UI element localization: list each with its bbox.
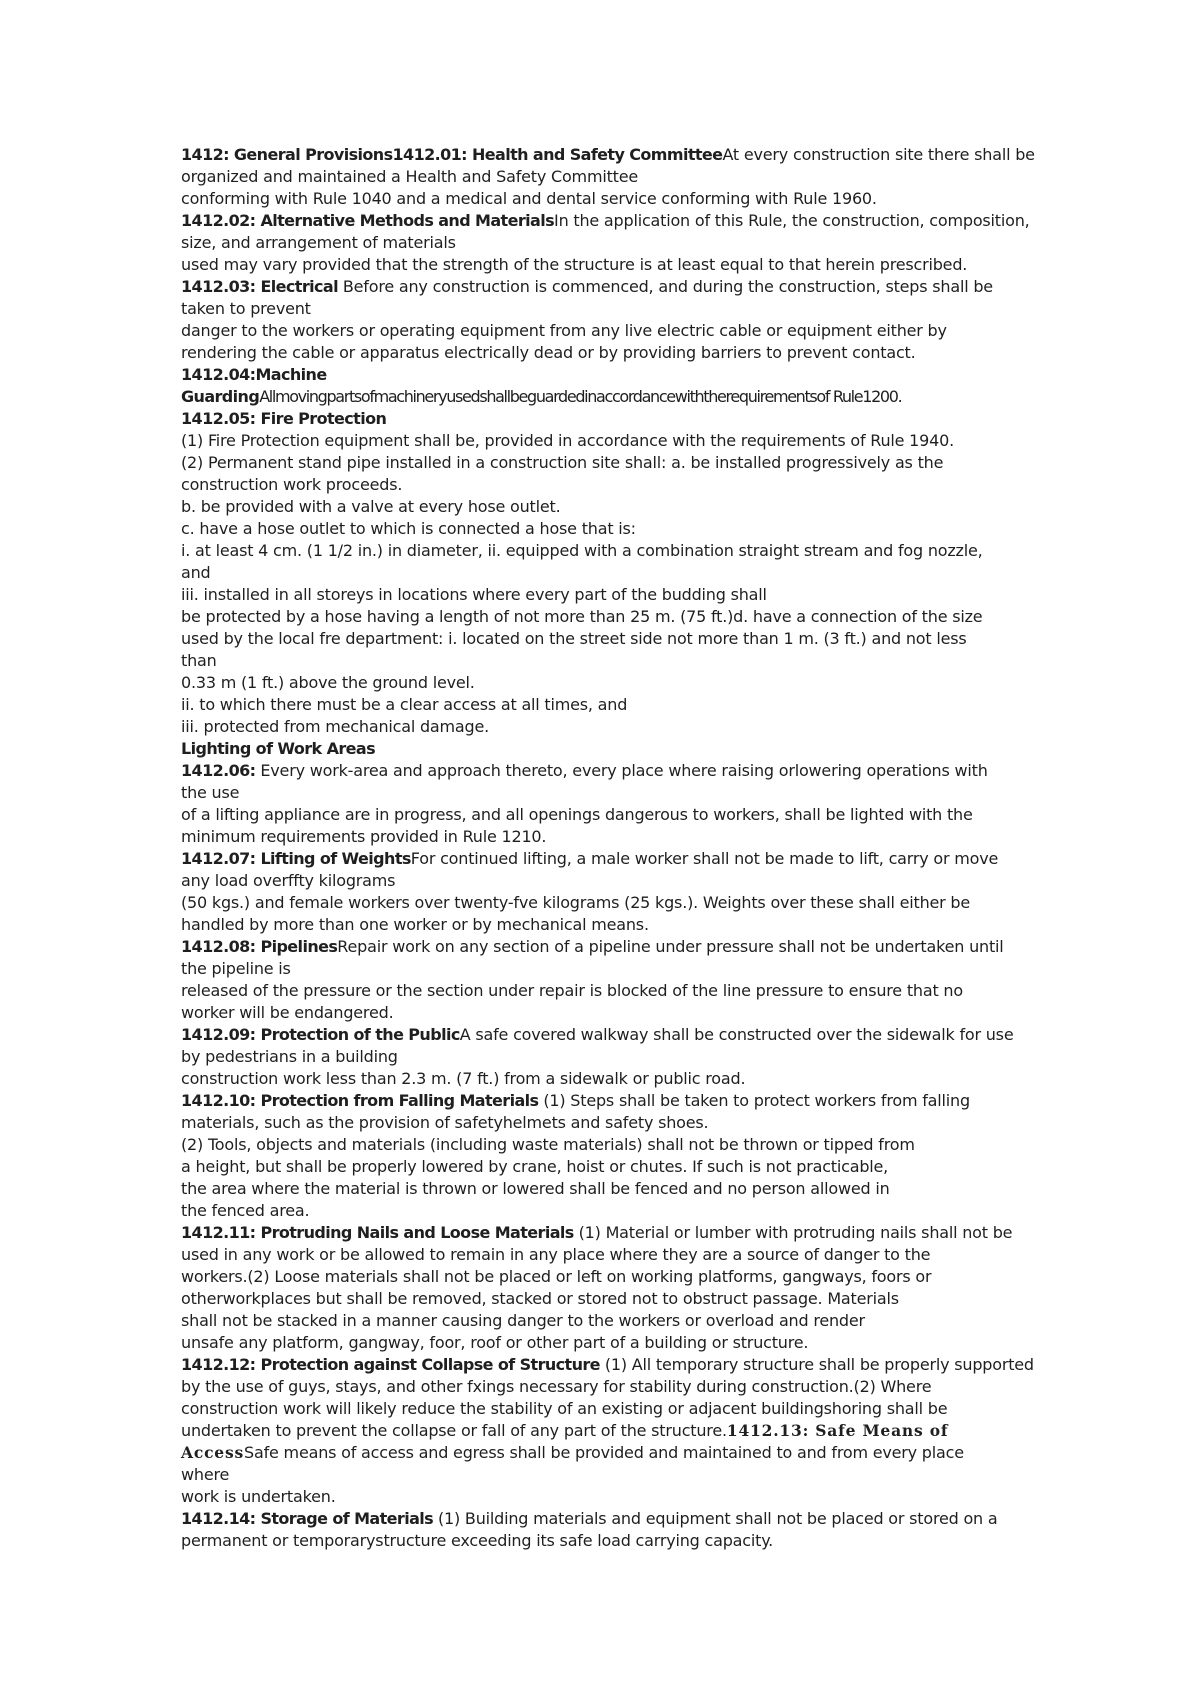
text-line: [181, 1068, 1031, 1090]
body-text: handled by more than one worker or by mechanical means.: [181, 915, 649, 934]
text-line: [181, 1420, 1031, 1442]
text-line: [181, 760, 1031, 782]
text-line: [181, 1244, 1031, 1266]
body-text: i. at least 4 cm. (1 1/2 in.) in diameter, ii. equipped with a combination straight stream and fog nozzle,: [181, 541, 983, 560]
text-line: [181, 1024, 1031, 1046]
text-line: [181, 1442, 1031, 1464]
body-text: the fenced area.: [181, 1201, 310, 1220]
text-line: [181, 870, 1031, 892]
body-text: by pedestrians in a building: [181, 1047, 398, 1066]
body-text: taken to prevent: [181, 299, 311, 318]
text-line: [181, 210, 1031, 232]
text-line: [181, 958, 1031, 980]
body-text: of a lifting appliance are in progress, and all openings dangerous to workers, shall be lighted with the: [181, 805, 973, 824]
body-text: c. have a hose outlet to which is connected a hose that is:: [181, 519, 636, 538]
text-line: [181, 1090, 1031, 1112]
section-heading: 1412.12: Protection against Collapse of Structure: [181, 1355, 600, 1374]
body-text: the use: [181, 783, 240, 802]
text-line: [181, 1112, 1031, 1134]
body-text: For continued lifting, a male worker shall not be made to lift, carry or move: [410, 849, 999, 868]
text-line: [181, 892, 1031, 914]
section-heading: Lighting of Work Areas: [181, 739, 376, 758]
body-text: a height, but shall be properly lowered by crane, hoist or chutes. If such is not practicable,: [181, 1157, 889, 1176]
body-text: any load overffty kilograms: [181, 871, 396, 890]
text-line: [181, 1266, 1031, 1288]
text-line: [181, 1288, 1031, 1310]
body-text: b. be provided with a valve at every hose outlet.: [181, 497, 561, 516]
body-text: danger to the workers or operating equipment from any live electric cable or equipment either by: [181, 321, 947, 340]
body-text: Every work-area and approach thereto, every place where raising orlowering operations with: [255, 761, 988, 780]
text-line: [181, 716, 1031, 738]
body-text: than: [181, 651, 217, 670]
text-line: [181, 144, 1035, 166]
text-line: [181, 1222, 1031, 1244]
section-heading: 1412.02: Alternative Methods and Materials: [181, 211, 555, 230]
text-line: [181, 826, 1031, 848]
body-text: shall not be stacked in a manner causing danger to the workers or overload and render: [181, 1311, 865, 1330]
body-text: the area where the material is thrown or lowered shall be fenced and no person allowed in: [181, 1179, 890, 1198]
body-text: materials, such as the provision of safetyhelmets and safety shoes.: [181, 1113, 709, 1132]
text-line: [181, 914, 1031, 936]
text-line: [181, 1508, 1031, 1530]
section-heading: Access: [181, 1443, 245, 1462]
text-line: [181, 254, 1031, 276]
body-text: undertaken to prevent the collapse or fall of any part of the structure.: [181, 1421, 727, 1440]
body-text: size, and arrangement of materials: [181, 233, 456, 252]
body-text: ii. to which there must be a clear access at all times, and: [181, 695, 628, 714]
section-heading: 1412.09: Protection of the Public: [181, 1025, 460, 1044]
body-text: Allmovingpartsofmachineryusedshallbeguardedinaccordancewiththerequirementsof Rule1200.: [259, 387, 902, 406]
body-text: used may vary provided that the strength of the structure is at least equal to that herein prescribed.: [181, 255, 968, 274]
text-line: [181, 1398, 1031, 1420]
text-line: [181, 848, 1031, 870]
section-heading: 1412.13: Safe Means of: [726, 1421, 949, 1440]
section-heading: 1412.10: Protection from Falling Materials: [181, 1091, 539, 1110]
text-line: [181, 276, 1031, 298]
section-heading: 1412.06:: [181, 761, 256, 780]
body-text: In the application of this Rule, the construction, composition,: [554, 211, 1030, 230]
body-text: worker will be endangered.: [181, 1003, 394, 1022]
body-text: unsafe any platform, gangway, foor, roof or other part of a building or structure.: [181, 1333, 809, 1352]
text-line: [181, 188, 1031, 210]
body-text: Repair work on any section of a pipeline under pressure shall not be undertaken until: [337, 937, 1004, 956]
text-line: [181, 628, 1031, 650]
section-heading: 1412.11: Protruding Nails and Loose Materials: [181, 1223, 574, 1242]
body-text: be protected by a hose having a length of not more than 25 m. (75 ft.)d. have a connection of the size: [181, 607, 983, 626]
text-line: [181, 1376, 1031, 1398]
text-line: [181, 980, 1031, 1002]
section-heading: 1412.04:Machine: [181, 365, 327, 384]
body-text: (1) All temporary structure shall be properly supported: [599, 1355, 1034, 1374]
body-text: A safe covered walkway shall be constructed over the sidewalk for use: [459, 1025, 1014, 1044]
body-text: iii. protected from mechanical damage.: [181, 717, 490, 736]
text-line: [181, 496, 1031, 518]
text-line: [181, 694, 1031, 716]
text-line: [181, 408, 1031, 430]
text-line: [181, 606, 1031, 628]
section-heading: 1412.08: Pipelines: [181, 937, 338, 956]
document-body: [181, 144, 1035, 1552]
body-text: used by the local fre department: i. located on the street side not more than 1 m. (3 ft.) and not less: [181, 629, 967, 648]
text-line: [181, 1530, 1031, 1552]
body-text: construction work will likely reduce the stability of an existing or adjacent buildingshoring shall be: [181, 1399, 948, 1418]
body-text: 0.33 m (1 ft.) above the ground level.: [181, 673, 475, 692]
text-line: [181, 386, 1031, 408]
text-line: [181, 298, 1031, 320]
text-line: [181, 1310, 1031, 1332]
body-text: (1) Material or lumber with protruding nails shall not be: [573, 1223, 1013, 1242]
text-line: [181, 584, 1031, 606]
text-line: [181, 452, 1031, 474]
body-text: Before any construction is commenced, and during the construction, steps shall be: [337, 277, 993, 296]
text-line: [181, 232, 1031, 254]
body-text: iii. installed in all storeys in locations where every part of the budding shall: [181, 585, 767, 604]
body-text: At every construction site there shall be: [722, 145, 1035, 164]
body-text: (1) Fire Protection equipment shall be, provided in accordance with the requirements of Rule 1940.: [181, 431, 954, 450]
text-line: [181, 562, 1031, 584]
body-text: construction work less than 2.3 m. (7 ft.) from a sidewalk or public road.: [181, 1069, 746, 1088]
text-line: [181, 650, 1031, 672]
body-text: (50 kgs.) and female workers over twenty-fve kilograms (25 kgs.). Weights over these shall either be: [181, 893, 971, 912]
body-text: work is undertaken.: [181, 1487, 336, 1506]
text-line: [181, 1002, 1031, 1024]
body-text: and: [181, 563, 211, 582]
text-line: [181, 1156, 1031, 1178]
section-heading: Guarding: [181, 387, 260, 406]
text-line: [181, 540, 1031, 562]
body-text: construction work proceeds.: [181, 475, 403, 494]
text-line: [181, 782, 1031, 804]
text-line: [181, 342, 1031, 364]
text-line: [181, 936, 1031, 958]
text-line: [181, 1046, 1031, 1068]
body-text: where: [181, 1465, 230, 1484]
body-text: conforming with Rule 1040 and a medical and dental service conforming with Rule 1960.: [181, 189, 877, 208]
text-line: [181, 1486, 1031, 1508]
body-text: permanent or temporarystructure exceeding its safe load carrying capacity.: [181, 1531, 774, 1550]
body-text: (2) Permanent stand pipe installed in a construction site shall: a. be installed progressively as the: [181, 453, 944, 472]
text-line: [181, 474, 1031, 496]
body-text: otherworkplaces but shall be removed, stacked or stored not to obstruct passage. Materials: [181, 1289, 899, 1308]
section-heading: 1412.03: Electrical: [181, 277, 338, 296]
body-text: (1) Steps shall be taken to protect workers from falling: [538, 1091, 970, 1110]
text-line: [181, 804, 1031, 826]
body-text: (2) Tools, objects and materials (including waste materials) shall not be thrown or tipped from: [181, 1135, 915, 1154]
section-heading: 1412.05: Fire Protection: [181, 409, 387, 428]
text-line: [181, 1178, 1031, 1200]
text-line: [181, 320, 1031, 342]
body-text: by the use of guys, stays, and other fxings necessary for stability during construction.(2) Where: [181, 1377, 932, 1396]
text-line: [181, 1354, 1034, 1376]
body-text: minimum requirements provided in Rule 1210.: [181, 827, 547, 846]
text-line: [181, 430, 1031, 452]
text-line: [181, 1134, 1031, 1156]
section-heading: 1412.07: Lifting of Weights: [181, 849, 411, 868]
body-text: organized and maintained a Health and Safety Committee: [181, 167, 639, 186]
body-text: used in any work or be allowed to remain in any place where they are a source of danger to the: [181, 1245, 931, 1264]
text-line: [181, 738, 1031, 760]
body-text: the pipeline is: [181, 959, 291, 978]
body-text: (1) Building materials and equipment shall not be placed or stored on a: [433, 1509, 998, 1528]
text-line: [181, 1464, 1031, 1486]
text-line: [181, 1200, 1031, 1222]
text-line: [181, 518, 1031, 540]
text-line: [181, 672, 1031, 694]
body-text: released of the pressure or the section under repair is blocked of the line pressure to ensure that no: [181, 981, 963, 1000]
text-line: [181, 1332, 1031, 1354]
text-line: [181, 364, 1031, 386]
text-line: [181, 166, 1031, 188]
body-text: Safe means of access and egress shall be provided and maintained to and from every place: [244, 1443, 964, 1462]
section-heading: 1412: General Provisions1412.01: Health and Safety Committee: [181, 145, 723, 164]
section-heading: 1412.14: Storage of Materials: [181, 1509, 434, 1528]
body-text: rendering the cable or apparatus electrically dead or by providing barriers to prevent contact.: [181, 343, 916, 362]
body-text: workers.(2) Loose materials shall not be placed or left on working platforms, gangways, foors or: [181, 1267, 932, 1286]
